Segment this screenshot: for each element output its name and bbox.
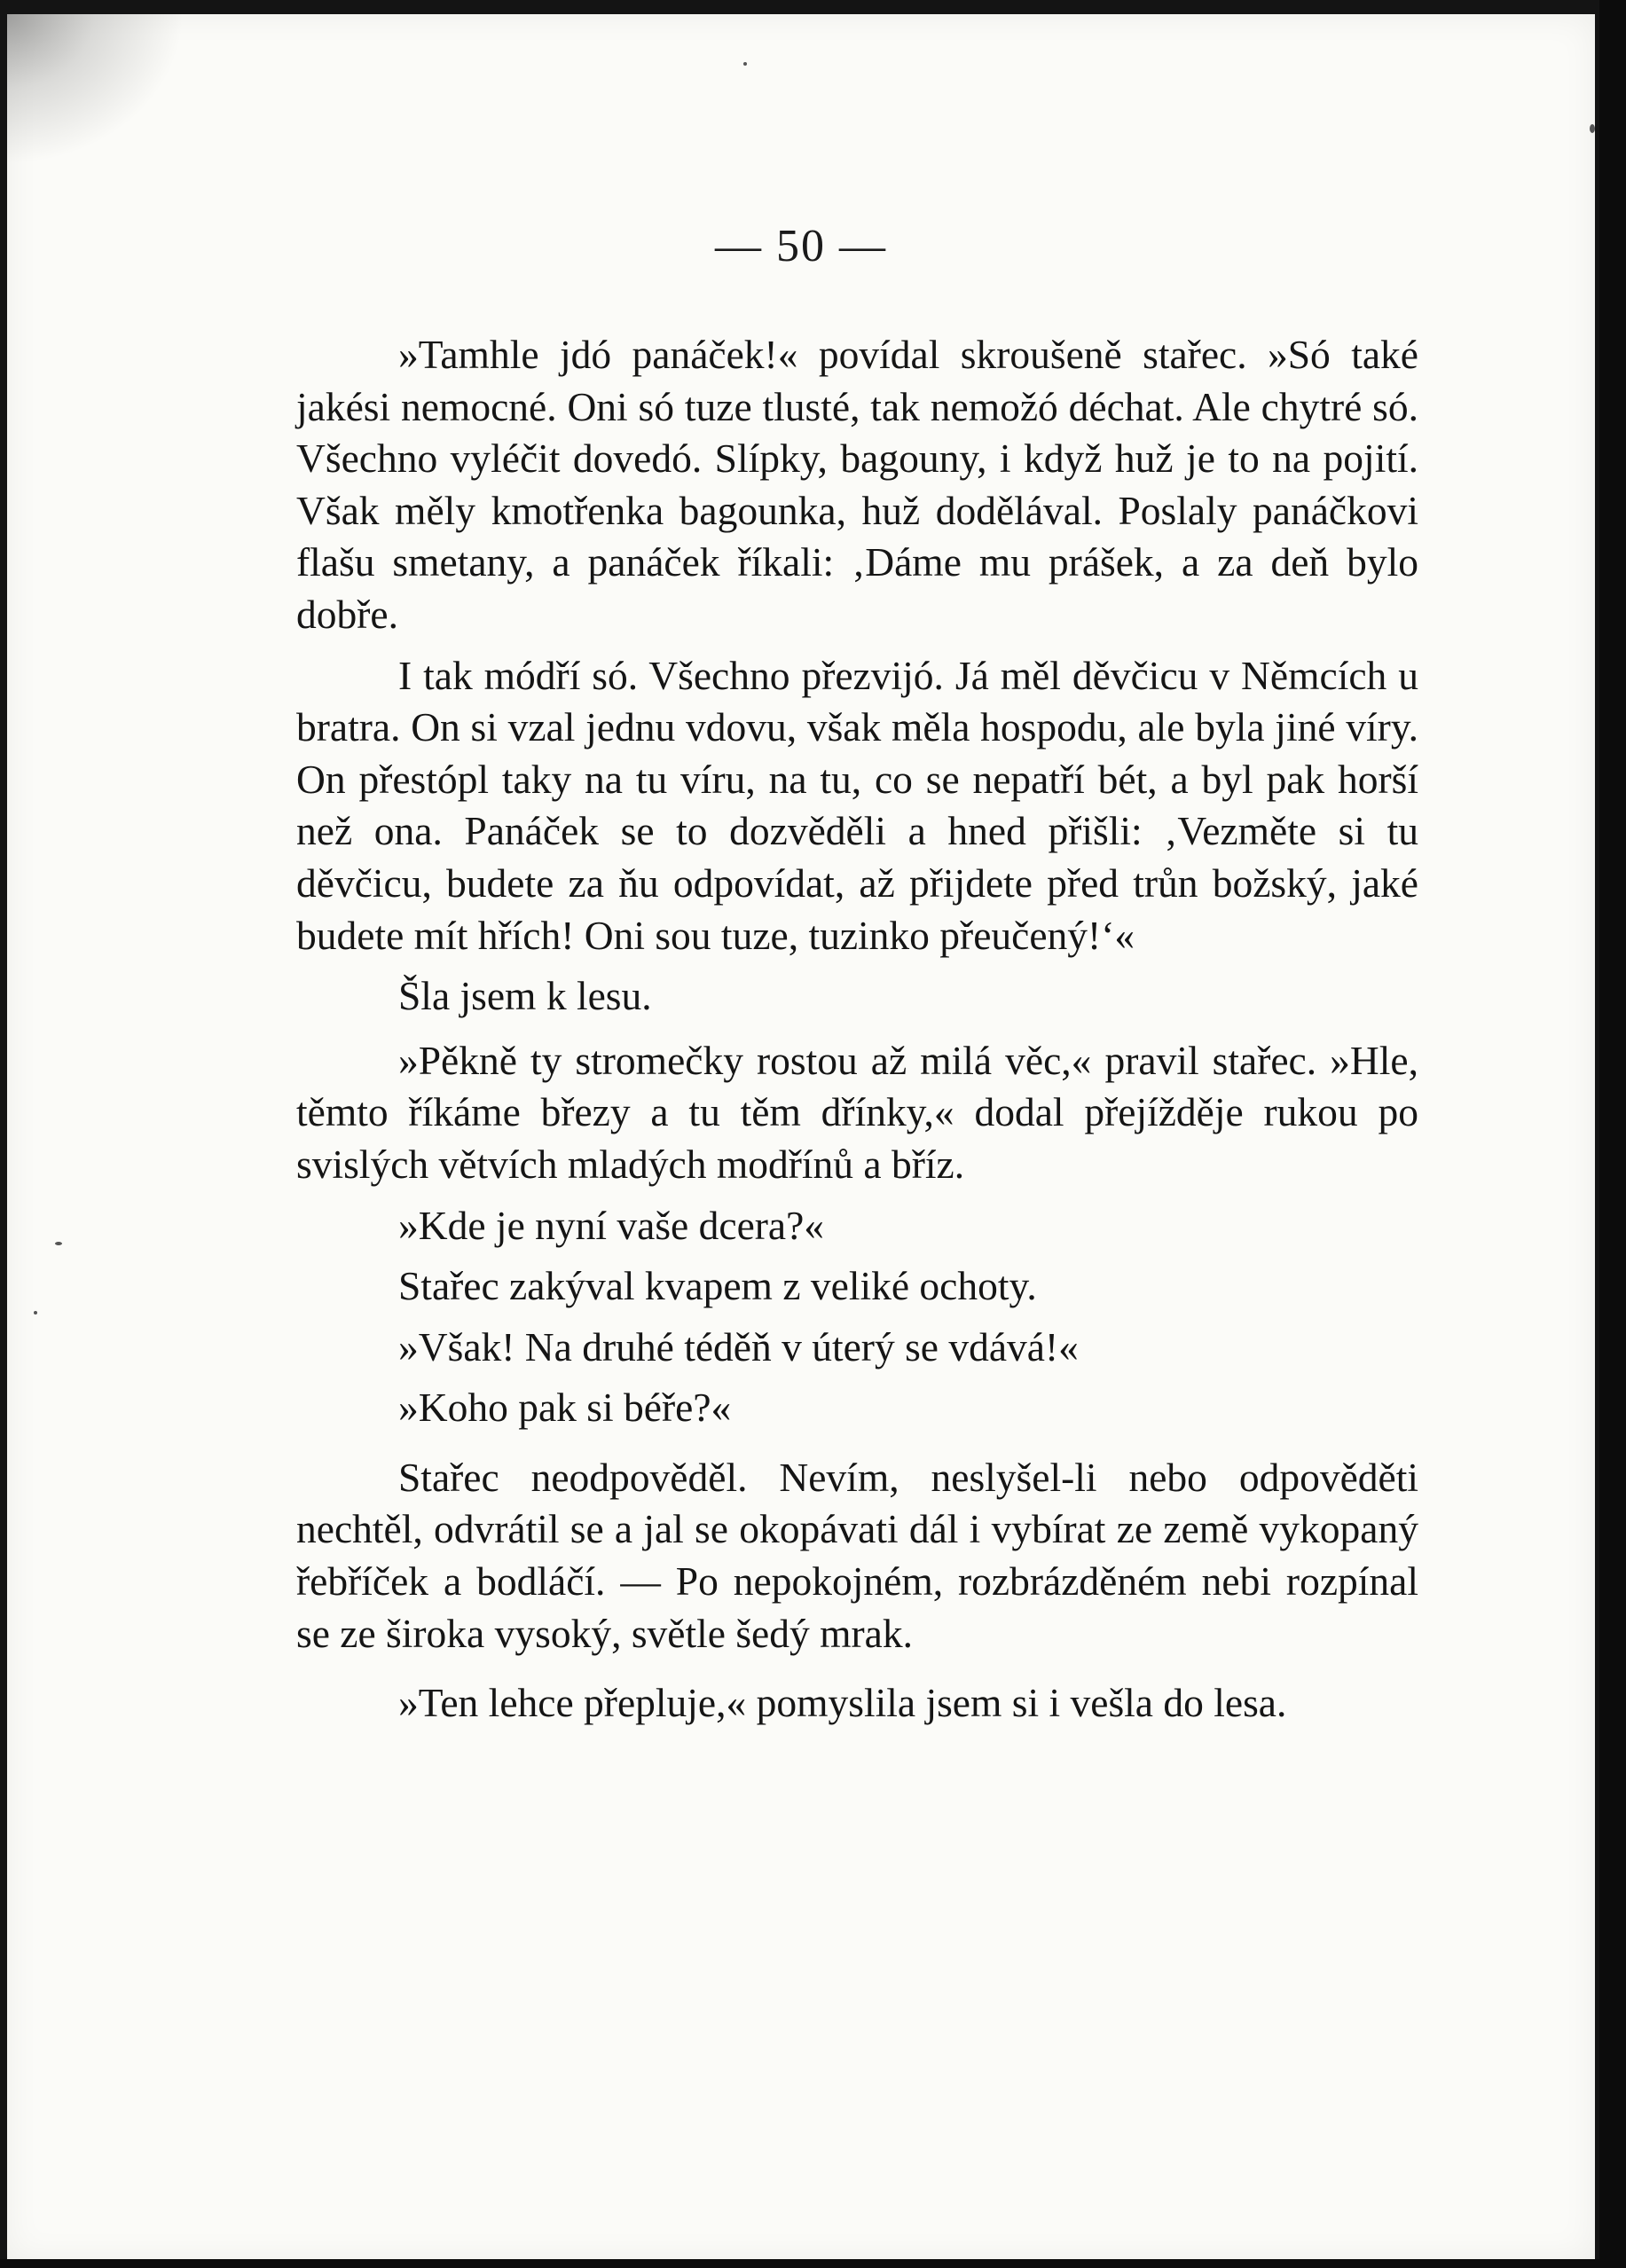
paragraph-1: »Tamhle jdó panáček!« povídal skroušeně stařec. »Só také jakési nemocné. Oni só tuze tlusté, tak nemožó déchat. Ale chytré só. Všechno vyléčit dovedó. Slípky, bagouny, i když huž je to na pojití. Však měly kmotřenka bagounka, huž dodělával. Poslaly panáčkovi flašu smetany, a panáček říkali: ‚Dáme mu prášek, a za deň bylo dobře. [296, 332, 1418, 637]
paragraph-9: Stařec neodpověděl. Nevím, neslyšel-li nebo odpověděti nechtěl, odvrátil se a jal se okopávati dál i vybírat ze země vykopaný řebříček a bodláčí. — Po nepokojném, rozbrázděném nebi rozpínal se ze široka vysoký, světle šedý mrak. [296, 1454, 1418, 1656]
scan-speck [1590, 124, 1595, 133]
body-text [296, 329, 1418, 1730]
corner-smudge [7, 14, 185, 165]
paragraph-10: »Ten lehce přepluje,« pomyslila jsem si i vešla do lesa. [398, 1680, 1287, 1726]
paragraph-2: I tak módří só. Všechno přezvijó. Já měl děvčicu v Němcích u bratra. On si vzal jednu vdovu, však měla hospodu, ale byla jiné víry. On přestópl taky na tu víru, na tu, co se nepatří bét, a byl pak horší než ona. Panáček se to dozvěděli a hned přišli: ‚Vezměte si tu děvčicu, budete za ňu odpovídat, až přijdete před trůn božský, jaké budete mít hřích! Oni sou tuze, tuzinko přeučený!‘« [296, 652, 1418, 958]
paragraph-3: Šla jsem k lesu. [398, 973, 652, 1019]
paper-sheet [7, 14, 1595, 2260]
right-edge-shadow [1599, 0, 1626, 2268]
bottom-edge-shadow [0, 2259, 1626, 2268]
page-number: — 50 — [715, 221, 887, 271]
paragraph-8: »Koho pak si béře?« [398, 1385, 732, 1431]
paragraph-7: »Však! Na druhé téděň v úterý se vdává!« [398, 1323, 1079, 1369]
paragraph-5: »Kde je nyní vaše dcera?« [398, 1202, 825, 1248]
scan-speck [55, 1242, 62, 1245]
scan-speck [743, 62, 747, 66]
scan-speck [34, 1311, 37, 1314]
paragraph-6: Stařec zakýval kvapem z veliké ochoty. [398, 1263, 1037, 1309]
paragraph-4: »Pěkně ty stromečky rostou až milá věc,« pravil stařec. »Hle, těmto říkáme březy a tu těm dřínky,« dodal přejížděje rukou po svislých větvích mladých modřínů a bříz. [296, 1037, 1418, 1187]
